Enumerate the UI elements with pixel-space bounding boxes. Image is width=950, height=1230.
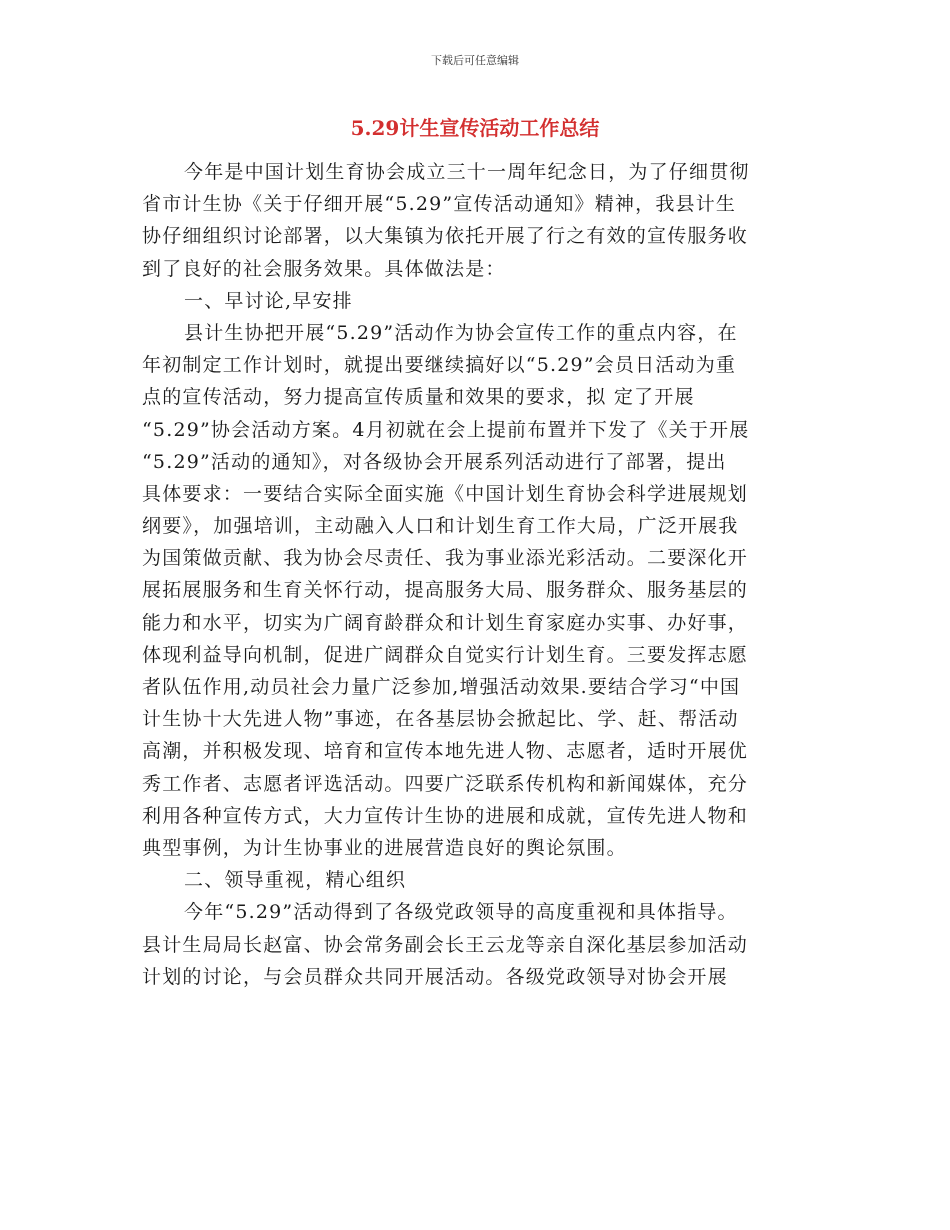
- paragraph-line: 纲要》，加强培训，主动融入人口和计划生育工作大局，广泛开展我: [142, 515, 739, 538]
- paragraph-line: 展拓展服务和生育关怀行动，提高服务大局、服务群众、服务基层的: [142, 579, 749, 602]
- paragraph-line: 点的宣传活动，努力提高宣传质量和效果的要求，拟 定了开展: [142, 386, 695, 409]
- paragraph-line: “5.29”协会活动方案。4月初就在会上提前布置并下发了《关于开展: [142, 418, 750, 441]
- document-body: [142, 156, 810, 993]
- paragraph-line: 今年是中国计划生育协会成立三十一周年纪念日，为了仔细贯彻: [184, 161, 750, 183]
- paragraph-line: 秀工作者、志愿者评选活动。四要广泛联系传机构和新闻媒体，充分: [142, 772, 749, 795]
- document-title: 5.29计生宣传活动工作总结: [350, 116, 600, 140]
- page-header-note: 下载后可任意编辑: [431, 54, 519, 67]
- section-heading: 二、领导重视，精心组织: [184, 869, 407, 892]
- paragraph-line: 协仔细组织讨论部署，以大集镇为依托开展了行之有效的宣传服务收: [142, 225, 749, 248]
- paragraph-line: 具体要求：一要结合实际全面实施《中国计划生育协会科学进展规划: [142, 482, 749, 505]
- paragraph-line: 高潮，并积极发现、培育和宣传本地先进人物、志愿者，适时开展优: [142, 740, 749, 763]
- paragraph-line: 体现利益导向机制，促进广阔群众自觉实行计划生育。三要发挥志愿: [142, 643, 749, 666]
- section-heading: 一、早讨论,早安排: [184, 289, 353, 312]
- paragraph-line: 计划的讨论，与会员群众共同开展活动。各级党政领导对协会开展: [142, 965, 728, 988]
- paragraph-line: 今年“5.29”活动得到了各级党政领导的高度重视和具体指导。: [184, 901, 738, 924]
- paragraph-line: “5.29”活动的通知》，对各级协会开展系列活动进行了部署，提出: [142, 450, 727, 473]
- paragraph-line: 县计生协把开展“5.29”活动作为协会宣传工作的重点内容，在: [184, 321, 738, 344]
- paragraph-line: 能力和水平，切实为广阔育龄群众和计划生育家庭办实事、办好事，: [142, 611, 749, 634]
- paragraph-line: 计生协十大先进人物”事迹，在各基层协会掀起比、学、赶、帮活动: [142, 708, 739, 731]
- paragraph-line: 典型事例，为计生协事业的进展营造良好的舆论氛围。: [142, 836, 627, 859]
- paragraph-line: 省市计生协《关于仔细开展“5.29”宣传活动通知》精神，我县计生: [142, 193, 737, 216]
- paragraph-line: 为国策做贡献、我为协会尽责任、我为事业添光彩活动。二要深化开: [142, 547, 749, 570]
- paragraph-line: 者队伍作用,动员社会力量广泛参加,增强活动效果.要结合学习“中国: [142, 676, 741, 698]
- paragraph-line: 到了良好的社会服务效果。具体做法是：: [142, 257, 506, 280]
- paragraph-line: 年初制定工作计划时，就提出要继续搞好以“5.29”会员日活动为重: [142, 354, 737, 377]
- paragraph-line: 利用各种宣传方式，大力宣传计生协的进展和成就，宣传先进人物和: [142, 804, 749, 827]
- paragraph-line: 县计生局局长赵富、协会常务副会长王云龙等亲自深化基层参加活动: [142, 933, 749, 956]
